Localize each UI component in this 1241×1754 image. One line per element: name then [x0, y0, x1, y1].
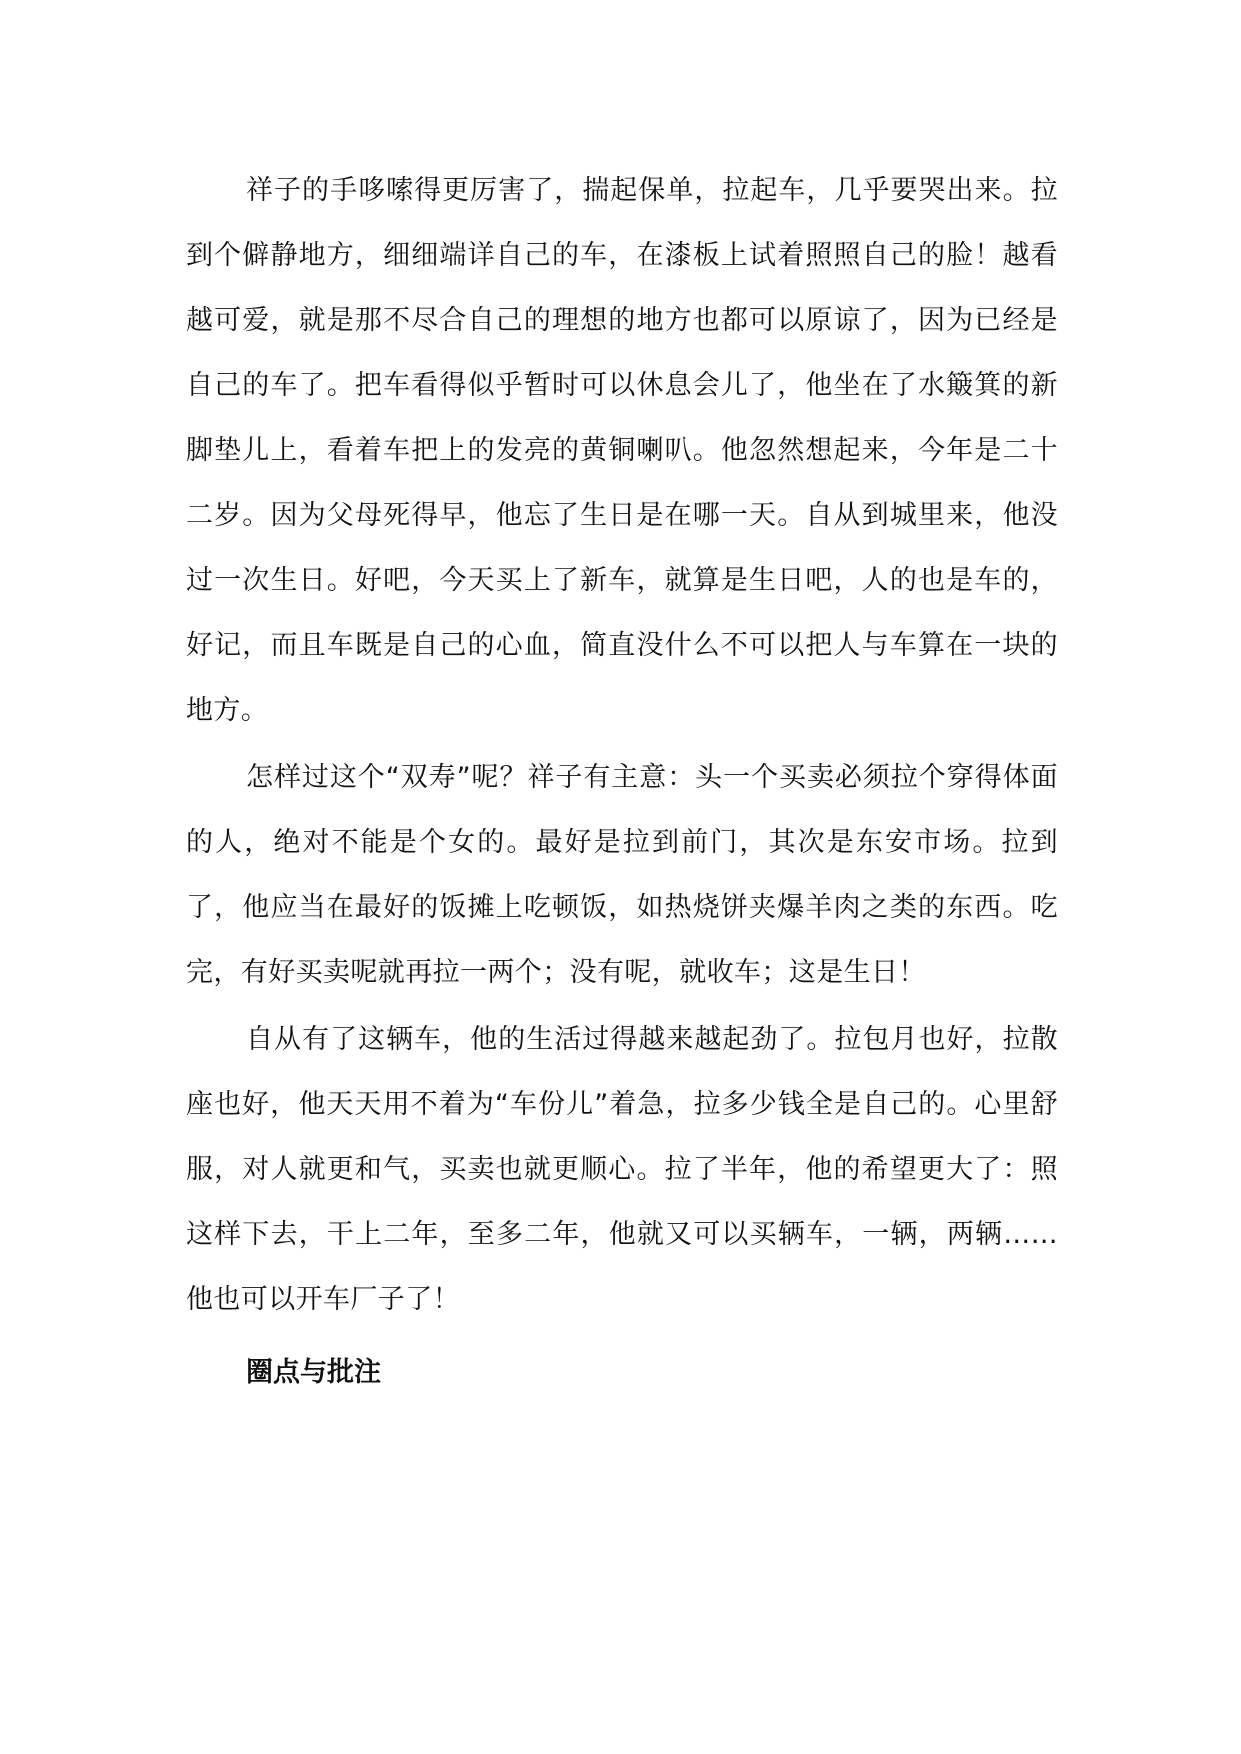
paragraph-2: 怎样过这个“双寿”呢？祥子有主意：头一个买卖必须拉个穿得体面的人，绝对不能是个女的。最好是拉到前门，其次是东安市场。拉到了，他应当在最好的饭摊上吃顿饭，如热烧饼夹爆羊肉之类的东西。吃完，有好买卖呢就再拉一两个；没有呢，就收车；这是生日！ — [186, 762, 1058, 988]
paragraph-1: 祥子的手哆嗦得更厉害了，揣起保单，拉起车，几乎要哭出来。拉到个僻静地方，细细端详自己的车，在漆板上试着照照自己的脸！越看越可爱，就是那不尽合自己的理想的地方也都可以原谅了，因为已经是自己的车了。把车看得似乎暂时可以休息会儿了，他坐在了水簸箕的新脚垫儿上，看着车把上的发亮的黄铜喇叭。他忽然想起来，今年是二十二岁。因为父母死得早，他忘了生日是在哪一天。自从到城里来，他没过一次生日。好吧，今天买上了新车，就算是生日吧，人的也是车的，好记，而且车既是自己的心血，简直没什么不可以把人与车算在一块的地方。 — [186, 175, 1058, 726]
paragraph-3: 自从有了这辆车，他的生活过得越来越起劲了。拉包月也好，拉散座也好，他天天用不着为“车份儿”着急，拉多少钱全是自己的。心里舒服，对人就更和气，买卖也就更顺心。拉了半年，他的希望更大了：照这样下去，干上二年，至多二年，他就又可以买辆车，一辆，两辆…… 他也可以开车厂子了！ — [186, 1024, 1058, 1315]
section-heading: 圈点与批注 — [246, 1357, 381, 1388]
document-body — [186, 158, 1058, 1405]
